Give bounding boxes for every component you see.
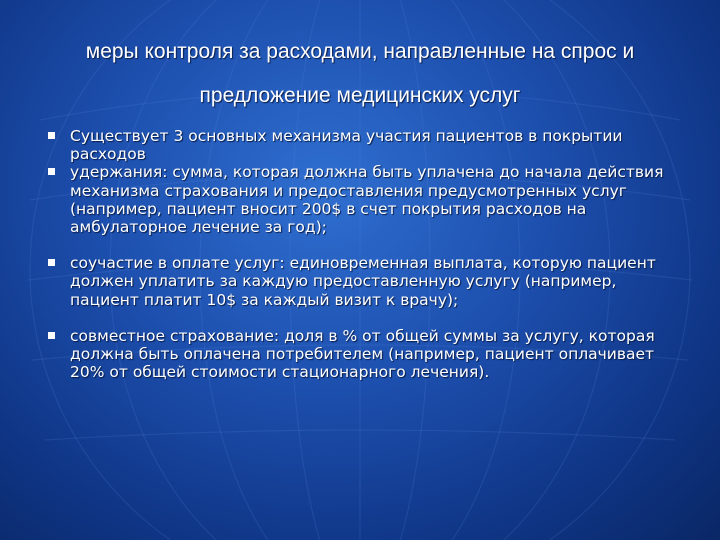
- slide-title: [20, 30, 700, 118]
- slide-title-line2: предложение медицинских услуг: [199, 84, 521, 107]
- bullet-text: совместное страхование: доля в % от общей суммы за услугу, которая должна быть оплачена потребителем (например, пациент оплачивает 20% от общей стоимости стационарного лечения).: [70, 326, 655, 382]
- square-bullet-icon: [48, 132, 55, 139]
- slide-title-line1: меры контроля за расходами, направленные на спрос и: [85, 40, 635, 63]
- bullet-text: соучастие в оплате услуг: единовременная выплата, которую пациент должен уплатить за каждую предоставленную услугу (например, пациент платит 10$ за каждый визит к врачу);: [70, 254, 656, 309]
- bullet-item: [48, 254, 678, 309]
- bullet-text: удержания: сумма, которая должна быть уплачена до начала действия механизма страхования и предоставления предусмотренных услуг (например, пациент вносит 200$ в счет покрытия расходов на амбулаторное лечение за год);: [70, 163, 664, 237]
- bullet-item: [48, 127, 678, 163]
- bullet-item: [48, 163, 678, 236]
- square-bullet-icon: [48, 168, 55, 175]
- square-bullet-icon: [48, 259, 55, 266]
- bullet-text: Существует 3 основных механизма участия пациентов в покрытии расходов: [70, 127, 623, 164]
- bullet-list: [48, 127, 678, 381]
- square-bullet-icon: [48, 332, 55, 339]
- bullet-item: [48, 327, 678, 382]
